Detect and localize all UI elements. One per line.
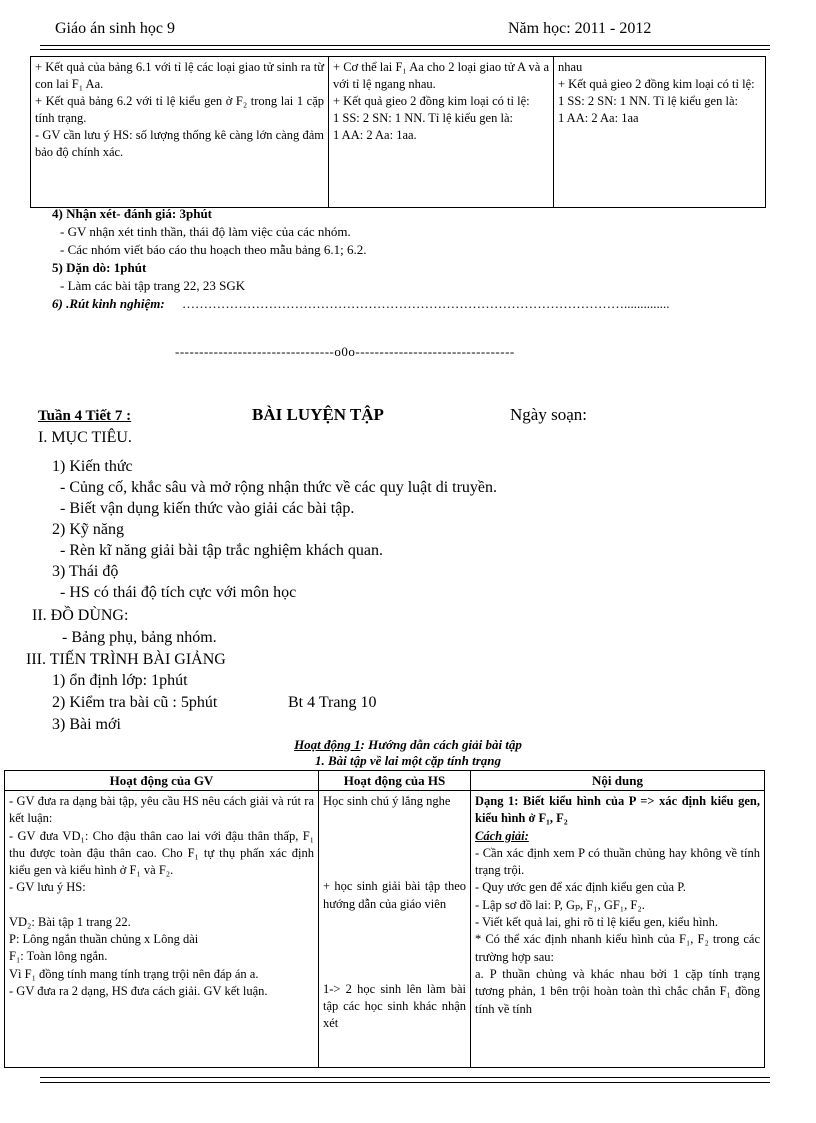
gv-line: - GV đưa ra 2 dạng, HS đưa cách giải. GV kết luận. <box>9 983 268 998</box>
knowledge-item: - Biết vận dụng kiến thức vào giải các bài tập. <box>60 500 355 517</box>
cell-line: + Kết quả bảng 6.2 với tỉ lệ kiểu gen ở F₂ trong lai 1 cặp tính trạng. <box>35 94 324 125</box>
section-5-item: - Làm các bài tập trang 22, 23 SGK <box>60 278 246 293</box>
activity-subtitle: 1. Bài tập về lai một cặp tính trạng <box>315 753 501 768</box>
activity-title-rest: : Hướng dẫn cách giải bài tập <box>360 737 522 752</box>
table-header-hs: Hoạt động của HS <box>319 771 471 791</box>
lesson-title: BÀI LUYỆN TẬP <box>252 405 384 424</box>
table-header-nd: Nội dung <box>471 771 765 791</box>
header-right: Năm học: 2011 - 2012 <box>508 20 652 37</box>
header-rule <box>40 45 770 46</box>
attitude-heading: 3) Thái độ <box>52 563 119 580</box>
lesson-date-label: Ngày soạn: <box>510 405 587 424</box>
procedure-step-2: 2) Kiểm tra bài cũ : 5phút <box>52 694 218 711</box>
separator: ---------------------------------o0o--------------------------------- <box>175 344 515 359</box>
hs-line: 1-> 2 học sinh lên làm bài tập các học sinh khác nhận xét <box>323 981 466 1031</box>
gv-line: - GV đưa ra dạng bài tập, yêu cầu HS nêu cách giải và rút ra kết luận: <box>9 794 314 826</box>
hs-spacer <box>323 913 466 981</box>
cell-line: nhau <box>558 60 583 74</box>
lesson-week: Tuần 4 Tiết 7 : <box>38 408 132 424</box>
gv-line: - GV lưu ý HS: <box>9 880 86 895</box>
section-6-title: 6) .Rút kinh nghiệm: <box>52 296 165 311</box>
section-4-item: - Các nhóm viết báo cáo thu hoạch theo mẫu bảng 6.1; 6.2. <box>60 242 367 257</box>
procedure-heading: III. TIẾN TRÌNH BÀI GIẢNG <box>26 651 226 668</box>
gv-line <box>9 897 314 914</box>
hs-line: Học sinh chú ý lắng nghe <box>323 794 451 808</box>
materials-heading: II. ĐỒ DÙNG: <box>32 607 129 624</box>
nd-line: Cách giải: <box>475 828 529 843</box>
procedure-step-1: 1) ổn định lớp: 1phút <box>52 672 188 689</box>
nd-line: * Có thể xác định nhanh kiểu hình của F₁, F₂ trong các trường hợp sau: <box>475 932 760 964</box>
activity-title-label: Hoạt động 1 <box>294 737 361 752</box>
cell-line: + Kết quả gieo 2 đồng kim loại có tỉ lệ: <box>558 77 755 91</box>
knowledge-item: - Củng cố, khắc sâu và mở rộng nhận thức về các quy luật di truyền. <box>60 479 498 496</box>
objectives-block <box>52 456 497 603</box>
continuation-col-gv <box>31 57 329 208</box>
nd-line: a. P thuần chủng và khác nhau bởi 1 cặp tính trạng tương phản, 1 bên trội hoàn toàn thì chắc chắn F₁ đồng tính về tính <box>475 966 760 1016</box>
hs-column <box>319 791 471 1068</box>
cell-line: + Kết quả của bảng 6.1 với tỉ lệ các loại giao tử sinh ra từ con lai F₁ Aa. <box>35 60 324 91</box>
continuation-table <box>30 56 766 208</box>
hs-line: + học sinh giải bài tập theo hướng dẫn của giáo viên <box>323 879 466 911</box>
cell-line: 1 SS: 2 SN: 1 NN. Tỉ lệ kiểu gen là: <box>333 111 513 125</box>
knowledge-heading: 1) Kiến thức <box>52 458 133 475</box>
activity-title <box>0 737 816 753</box>
cell-line: + Kết quả gieo 2 đồng kim loại có tỉ lệ: <box>333 94 530 108</box>
attitude-item: - HS có thái độ tích cực với môn học <box>60 584 297 601</box>
procedure-step-3: 3) Bài mới <box>52 716 121 733</box>
section-6 <box>52 295 669 313</box>
hs-spacer <box>323 810 466 878</box>
gv-line: P: Lông ngắn thuần chủng x Lông dài <box>9 932 199 947</box>
cell-line: 1 AA: 2 Aa: 1aa <box>558 111 639 125</box>
procedure-step-2-exercise: Bt 4 Trang 10 <box>288 694 377 711</box>
header-left: Giáo án sinh học 9 <box>55 20 175 37</box>
section-4 <box>52 205 669 313</box>
gv-column <box>5 791 319 1068</box>
nd-line: - Viết kết quả lai, ghi rõ tỉ lệ kiểu gen, kiểu hình. <box>475 915 719 930</box>
section-5-title: 5) Dặn dò: 1phút <box>52 260 147 275</box>
skills-item: - Rèn kĩ năng giải bài tập trắc nghiệm khách quan. <box>60 542 384 559</box>
materials-item: - Bảng phụ, bảng nhóm. <box>62 629 217 646</box>
footer-rule-2 <box>40 1082 770 1083</box>
cell-line: + Cơ thể lai F₁ Aa cho 2 loại giao tử A và a với tỉ lệ ngang nhau. <box>333 60 549 91</box>
cell-line: 1 AA: 2 Aa: 1aa. <box>333 128 417 142</box>
nd-line: Dạng 1: Biết kiểu hình của P => xác định kiểu gen, kiểu hình ở F₁, F₂ <box>475 794 760 826</box>
gv-line: VD₂: Bài tập 1 trang 22. <box>9 914 131 929</box>
gv-line: Vì F₁ đồng tính mang tính trạng trội nên đáp án a. <box>9 966 259 981</box>
nd-line: - Lập sơ đồ lai: P, Gₚ, F₁, GF₁, F₂. <box>475 897 645 912</box>
footer-rule <box>40 1077 770 1078</box>
skills-heading: 2) Kỹ năng <box>52 521 124 538</box>
gv-line: F₁: Toàn lông ngắn. <box>9 949 108 964</box>
activity-table <box>4 770 765 1068</box>
objectives-heading: I. MỤC TIÊU. <box>38 429 132 446</box>
content-column <box>471 791 765 1068</box>
gv-line: - GV đưa VD₁: Cho đậu thân cao lai với đậu thân thấp, F₁ thu được toàn đậu thân cao. Cho F₁ tự thụ phấn xác định kiểu gen và kiểu hình ở F₁ và F₂. <box>9 828 314 878</box>
cell-line: - GV cần lưu ý HS: số lượng thống kê càng lớn càng đảm bảo độ chính xác. <box>35 128 324 159</box>
cell-line: 1 SS: 2 SN: 1 NN. Tỉ lệ kiểu gen là: <box>558 94 738 108</box>
section-6-dots: ………………………………………………………………………………………….............. <box>181 296 670 311</box>
table-header-gv: Hoạt động của GV <box>5 771 319 791</box>
header-rule-2 <box>40 49 770 50</box>
continuation-col-hs <box>329 57 554 208</box>
section-4-title: 4) Nhận xét- đánh giá: 3phút <box>52 206 213 221</box>
section-4-item: - GV nhận xét tinh thần, thái độ làm việc của các nhóm. <box>60 224 351 239</box>
nd-line: - Quy ước gen để xác định kiểu gen của P. <box>475 880 686 895</box>
continuation-col-nd <box>554 57 766 208</box>
nd-line: - Cần xác định xem P có thuần chủng hay không về tính trạng trội. <box>475 845 760 878</box>
